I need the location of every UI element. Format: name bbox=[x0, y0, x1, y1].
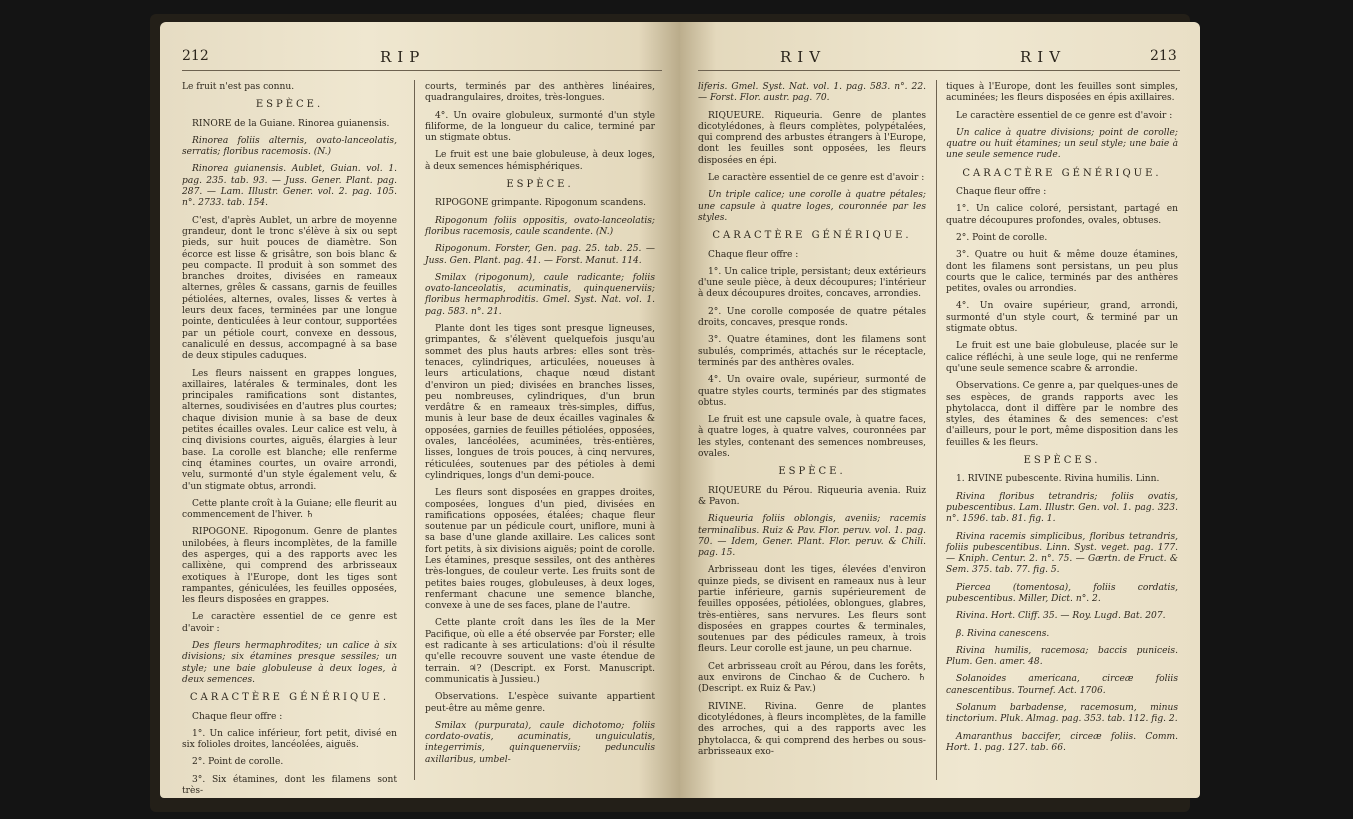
paragraph: liferis. Gmel. Syst. Nat. vol. 1. pag. 583. n°. 22. — Forst. Flor. austr. pag. 70. bbox=[698, 82, 926, 104]
paragraph: 3°. Six étamines, dont les filamens sont très- bbox=[182, 774, 397, 797]
right-page bbox=[680, 22, 1200, 798]
paragraph: Le fruit n'est pas connu. bbox=[182, 82, 295, 92]
section-heading: CARACTÈRE GÉNÉRIQUE. bbox=[712, 230, 912, 242]
paragraph: Ripogonum foliis oppositis, ovato-lanceolatis; floribus racemosis, caule scandente. (N.) bbox=[425, 215, 655, 237]
paragraph: 2°. Une corolle composée de quatre pétales droits, concaves, presque ronds. bbox=[698, 306, 926, 329]
running-head: RIP bbox=[380, 48, 426, 66]
section-heading: CARACTÈRE GÉNÉRIQUE. bbox=[189, 692, 390, 704]
paragraph: Un calice à quatre divisions; point de corolle; quatre ou huit étamines; un seul style; une baie à une seule semence rude. bbox=[946, 127, 1178, 161]
paragraph: 1°. Un calice triple, persistant; deux extérieurs d'une seule pièce, à deux découpures; l'intérieur à deux découpures droites, concaves, arrondies. bbox=[698, 266, 926, 300]
paragraph: RINORE de la Guiane. Rinorea guianensis. bbox=[192, 118, 390, 129]
paragraph: RIQUEURE du Pérou. Riqueuria avenia. Ruiz & Pavon. bbox=[698, 485, 926, 507]
left-page bbox=[160, 22, 680, 798]
section-heading: CARACTÈRE GÉNÉRIQUE. bbox=[962, 167, 1162, 179]
paragraph: C'est, d'après Aublet, un arbre de moyenne grandeur, dont le tronc s'élève à six ou sept pieds, sur huit pouces de diamètre. Son écorce est lisse & grisâtre, son bois blanc & peu compacte. Il produit à son sommet des branches droites, divisées en rameaux alternes, grêles & cassans, garnis de feuilles pétiolées, alternes, ovales, lisses & vertes à leurs deux faces, terminées par une longue pointe, denticulées à leur contour, supportées par un pétiole court, convexe en dessous, canaliculé en dessus, accompagné à sa base de deux stipules caduques. bbox=[182, 215, 397, 362]
paragraph: Observations. Ce genre a, par quelques-unes de ses espèces, de grands rapports avec les phytolacca, dont il diffère par le nombre des styles, des étamines & des semences: c'est d'ailleurs, pour le port, même disposition dans les feuilles & les fleurs. bbox=[946, 381, 1178, 448]
running-head-left: RIV bbox=[780, 48, 827, 66]
right-column-2 bbox=[946, 82, 1178, 782]
paragraph: Observations. L'espèce suivante appartient peut-être au même genre. bbox=[425, 692, 655, 714]
paragraph: courts, terminés par des anthères linéaires, quadrangulaires, droites, très-longues. bbox=[425, 82, 655, 104]
paragraph: Solanoides americana, circeæ foliis canescentibus. Tournef. Act. 1706. bbox=[946, 674, 1178, 696]
paragraph: Rivina humilis, racemosa; baccis puniceis. Plum. Gen. amer. 48. bbox=[946, 645, 1178, 668]
paragraph: 1°. Un calice coloré, persistant, partagé en quatre découpures profondes, ovales, obtuses. bbox=[946, 204, 1178, 226]
header-rule bbox=[182, 70, 662, 71]
paragraph: Les fleurs sont disposées en grappes droites, composées, longues d'un pied, divisées en ramifications opposées, étalées; chaque fleur soutenue par un pédicule court, uniflore, muni à sa base d'une glande axillaire. Les calices sont fort petits, à six divisions aiguës; point de corolle. Les étamines, presque sessiles, ont des anthères très-longues, de couleur verte. Les fruits sont de petites baies rouges, globuleuses, à deux loges, renfermant chacune une semence blanche, convexe à une de ses faces, plane de l'autre. bbox=[425, 488, 655, 612]
paragraph: RIQUEURE. Riqueuria. Genre de plantes dicotylédones, à fleurs complètes, polypétalées, qui comprend des arbustes étrangers à l'Europe, dont les feuilles sont opposées, les fleurs disposées en épi. bbox=[698, 110, 926, 166]
paragraph: 4°. Un ovaire ovale, supérieur, surmonté de quatre styles courts, terminés par des stigmates obtus. bbox=[698, 375, 926, 408]
paragraph: 1. RIVINE pubescente. Rivina humilis. Linn. bbox=[956, 474, 1160, 485]
paragraph: Cette plante croît à la Guiane; elle fleurit au commencement de l'hiver. ♄ bbox=[182, 498, 397, 521]
paragraph: Rivina. Hort. Cliff. 35. — Roy. Lugd. Bat. 207. bbox=[956, 611, 1166, 622]
section-heading: ESPÈCES. bbox=[1023, 455, 1101, 467]
section-heading: ESPÈCE. bbox=[506, 179, 574, 191]
paragraph: Le caractère essentiel de ce genre est d'avoir : bbox=[956, 110, 1173, 121]
paragraph: RIVINE. Rivina. Genre de plantes dicotylédones, à fleurs incomplètes, de la famille des arroches, qui a des rapports avec les phytolacca, & qui comprend des herbes ou sous-arbrisseaux exo- bbox=[698, 701, 926, 757]
paragraph: RIPOGONE. Ripogonum. Genre de plantes unilobées, à fleurs incomplètes, de la famille des asperges, qui a des rapports avec les callixène, qui comprend des arbrisseaux exotiques à l'Europe, dont les tiges sont rampantes, géniculées, les feuilles opposées, les fleurs disposées en grappes. bbox=[182, 527, 397, 606]
paragraph: Des fleurs hermaphrodites; un calice à six divisions; six étamines presque sessiles; un style; une baie globuleuse à deux loges, à deux semences. bbox=[182, 641, 397, 685]
paragraph: 3°. Quatre étamines, dont les filamens sont subulés, comprimés, attachés sur le réceptacle, terminés par des anthères ovales. bbox=[698, 335, 926, 368]
paragraph: Chaque fleur offre : bbox=[956, 187, 1047, 198]
paragraph: Le caractère essentiel de ce genre est d'avoir : bbox=[708, 173, 925, 184]
running-head-right: RIV bbox=[1020, 48, 1067, 66]
column-rule bbox=[414, 80, 415, 780]
paragraph: Solanum barbadense, racemosum, minus tinctorium. Pluk. Almag. pag. 353. tab. 112. fig. 2. bbox=[946, 703, 1178, 725]
paragraph: Rivina racemis simplicibus, floribus tetrandris, foliis pubescentibus. Linn. Syst. veget. pag. 177. — Kniph. Centur. 2. n°. 75. — Gærtn. de Fruct. & Sem. 375. tab. 77. fig. 5. bbox=[946, 531, 1178, 576]
paragraph: Smilax (purpurata), caule dichotomo; foliis cordato-ovatis, acuminatis, unguiculatis, integerrimis, quinquenerviis; pedunculis axillaribus, umbel- bbox=[425, 720, 655, 765]
paragraph: 1°. Un calice inférieur, fort petit, divisé en six folioles droites, lancéolées, aiguës. bbox=[182, 728, 397, 751]
paragraph: RIPOGONE grimpante. Ripogonum scandens. bbox=[435, 198, 647, 209]
paragraph: Riqueuria foliis oblongis, aveniis; racemis terminalibus. Ruiz & Pav. Flor. peruv. vol. 1. pag. 70. — Idem, Gener. Plant. Flor. peruv. & Chili. pag. 15. bbox=[698, 514, 926, 559]
section-heading: ESPÈCE. bbox=[255, 99, 324, 111]
paragraph: 4°. Un ovaire globuleux, surmonté d'un style filiforme, de la longueur du calice, terminé par un stigmate obtus. bbox=[425, 110, 655, 144]
paragraph: Arbrisseau dont les tiges, élevées d'environ quinze pieds, se divisent en rameaux nus à leur partie inférieure, garnis supérieurement de feuilles opposées, pétiolées, oblongues, glabres, très-entières, sans nervures. Les fleurs sont disposées en grappes courtes & terminales, soutenues par des pédicules rameux, à trois fleurs. Leur corolle est jaune, un peu charnue. bbox=[698, 565, 926, 655]
paragraph: tiques à l'Europe, dont les feuilles sont simples, acuminées; les fleurs disposées en épis axillaires. bbox=[946, 82, 1178, 104]
column-rule bbox=[936, 80, 937, 780]
header-rule bbox=[698, 70, 1180, 71]
paragraph: 2°. Point de corolle. bbox=[192, 757, 284, 768]
left-column-2 bbox=[425, 82, 655, 782]
page-number: 212 bbox=[182, 48, 209, 64]
paragraph: Chaque fleur offre : bbox=[192, 711, 283, 722]
paragraph: Le caractère essentiel de ce genre est d'avoir : bbox=[182, 612, 397, 634]
paragraph: Les fleurs naissent en grappes longues, axillaires, latérales & terminales, dont les principales ramifications sont distantes, alternes, soudivisées en d'autres plus courtes; chaque division munie à sa base de deux petites écailles ovales. Leur calice est velu, à cinq divisions courtes, aiguës, élargies à leur base. La corolle est blanche; elle renferme cinq étamines courtes, un ovaire arrondi, velu, surmonté d'un style également velu, & d'un stigmate obtus, arrondi. bbox=[182, 368, 397, 492]
paragraph: Un triple calice; une corolle à quatre pétales; une capsule à quatre loges, couronnée par les styles. bbox=[698, 190, 926, 223]
paragraph: Le fruit est une capsule ovale, à quatre faces, à quatre loges, à quatre valves, couronnées par les styles, contenant des semences nombreuses, ovales. bbox=[698, 415, 926, 460]
paragraph: 4°. Un ovaire supérieur, grand, arrondi, surmonté d'un style court, & terminé par un stigmate obtus. bbox=[946, 301, 1178, 335]
paragraph: Rinorea foliis alternis, ovato-lanceolatis, serratis; floribus racemosis. (N.) bbox=[182, 135, 397, 158]
paragraph: Le fruit est une baie globuleuse, placée sur le calice réfléchi, à une seule loge, qui ne renferme qu'une seule semence scabre & arrondie. bbox=[946, 341, 1178, 374]
paragraph: Le fruit est une baie globuleuse, à deux loges, à deux semences hémisphériques. bbox=[425, 150, 655, 172]
left-column-1 bbox=[182, 82, 397, 797]
paragraph: 3°. Quatre ou huit & même douze étamines, dont les filamens sont persistans, un peu plus courts que le calice, terminés par des anthères petites, ovales ou arrondies. bbox=[946, 250, 1178, 295]
paragraph: Piercea (tomentosa), foliis cordatis, pubescentibus. Miller, Dict. n°. 2. bbox=[946, 582, 1178, 604]
paragraph: Cette plante croît dans les îles de la Mer Pacifique, où elle a été observée par Forster; elle est radicante à ses articulations: d'où il résulte qu'elle recouvre souvent une vaste étendue de terrain. ♃? (Descript. ex Forst. Manuscript. communicatis à Jussieu.) bbox=[425, 618, 655, 685]
paragraph: Amaranthus baccifer, circeæ foliis. Comm. Hort. 1. pag. 127. tab. 66. bbox=[946, 731, 1178, 753]
page-number: 213 bbox=[1150, 48, 1177, 64]
paragraph: Chaque fleur offre : bbox=[708, 249, 799, 260]
paragraph: 2°. Point de corolle. bbox=[956, 232, 1048, 243]
paragraph: Rinorea guianensis. Aublet, Guian. vol. 1. pag. 235. tab. 93. — Juss. Gener. Plant. pag. 287. — Lam. Illustr. Gener. vol. 2. pag. 105. n°. 2733. tab. 154. bbox=[182, 164, 397, 209]
paragraph: Cet arbrisseau croît au Pérou, dans les forêts, aux environs de Cinchao & de Cuchero. ♄ (Descript. ex Ruiz & Pav.) bbox=[698, 661, 926, 695]
paragraph: Smilax (ripogonum), caule radicante; foliis ovato-lanceolatis, acuminatis, quinquenerviis; floribus hermaphroditis. Gmel. Syst. Nat. vol. 1. pag. 583. n°. 21. bbox=[425, 272, 655, 317]
paragraph: Ripogonum. Forster, Gen. pag. 25. tab. 25. — Juss. Gen. Plant. pag. 41. — Forst. Manut. 114. bbox=[425, 244, 655, 266]
section-heading: ESPÈCE. bbox=[778, 466, 846, 478]
paragraph: Rivina floribus tetrandris; foliis ovatis, pubescentibus. Lam. Illustr. Gen. vol. 1. pag. 323. n°. 1596. tab. 81. fig. 1. bbox=[946, 491, 1178, 525]
paragraph: Plante dont les tiges sont presque ligneuses, grimpantes, & s'élèvent quelquefois jusqu'au sommet des plus hauts arbres: elles sont très-tenaces, cylindriques, articulées, noueuses à leurs articulations, chaque nœud distant d'environ un pied; divisées en branches lisses, peu nombreuses, cylindriques, d'un brun verdâtre & en rameaux très-simples, diffus, munis à leur base de deux écailles vaginales & opposées, garnies de feuilles pétiolées, opposées, ovales, lancéolées, acuminées, très-entières, lisses, longues de trois pouces, à cinq nervures, réticulées, soutenues par des pétioles à demi cylindriques, longs d'un demi-pouce. bbox=[425, 324, 655, 481]
paragraph: β. Rivina canescens. bbox=[956, 628, 1050, 639]
right-column-1 bbox=[698, 82, 926, 782]
